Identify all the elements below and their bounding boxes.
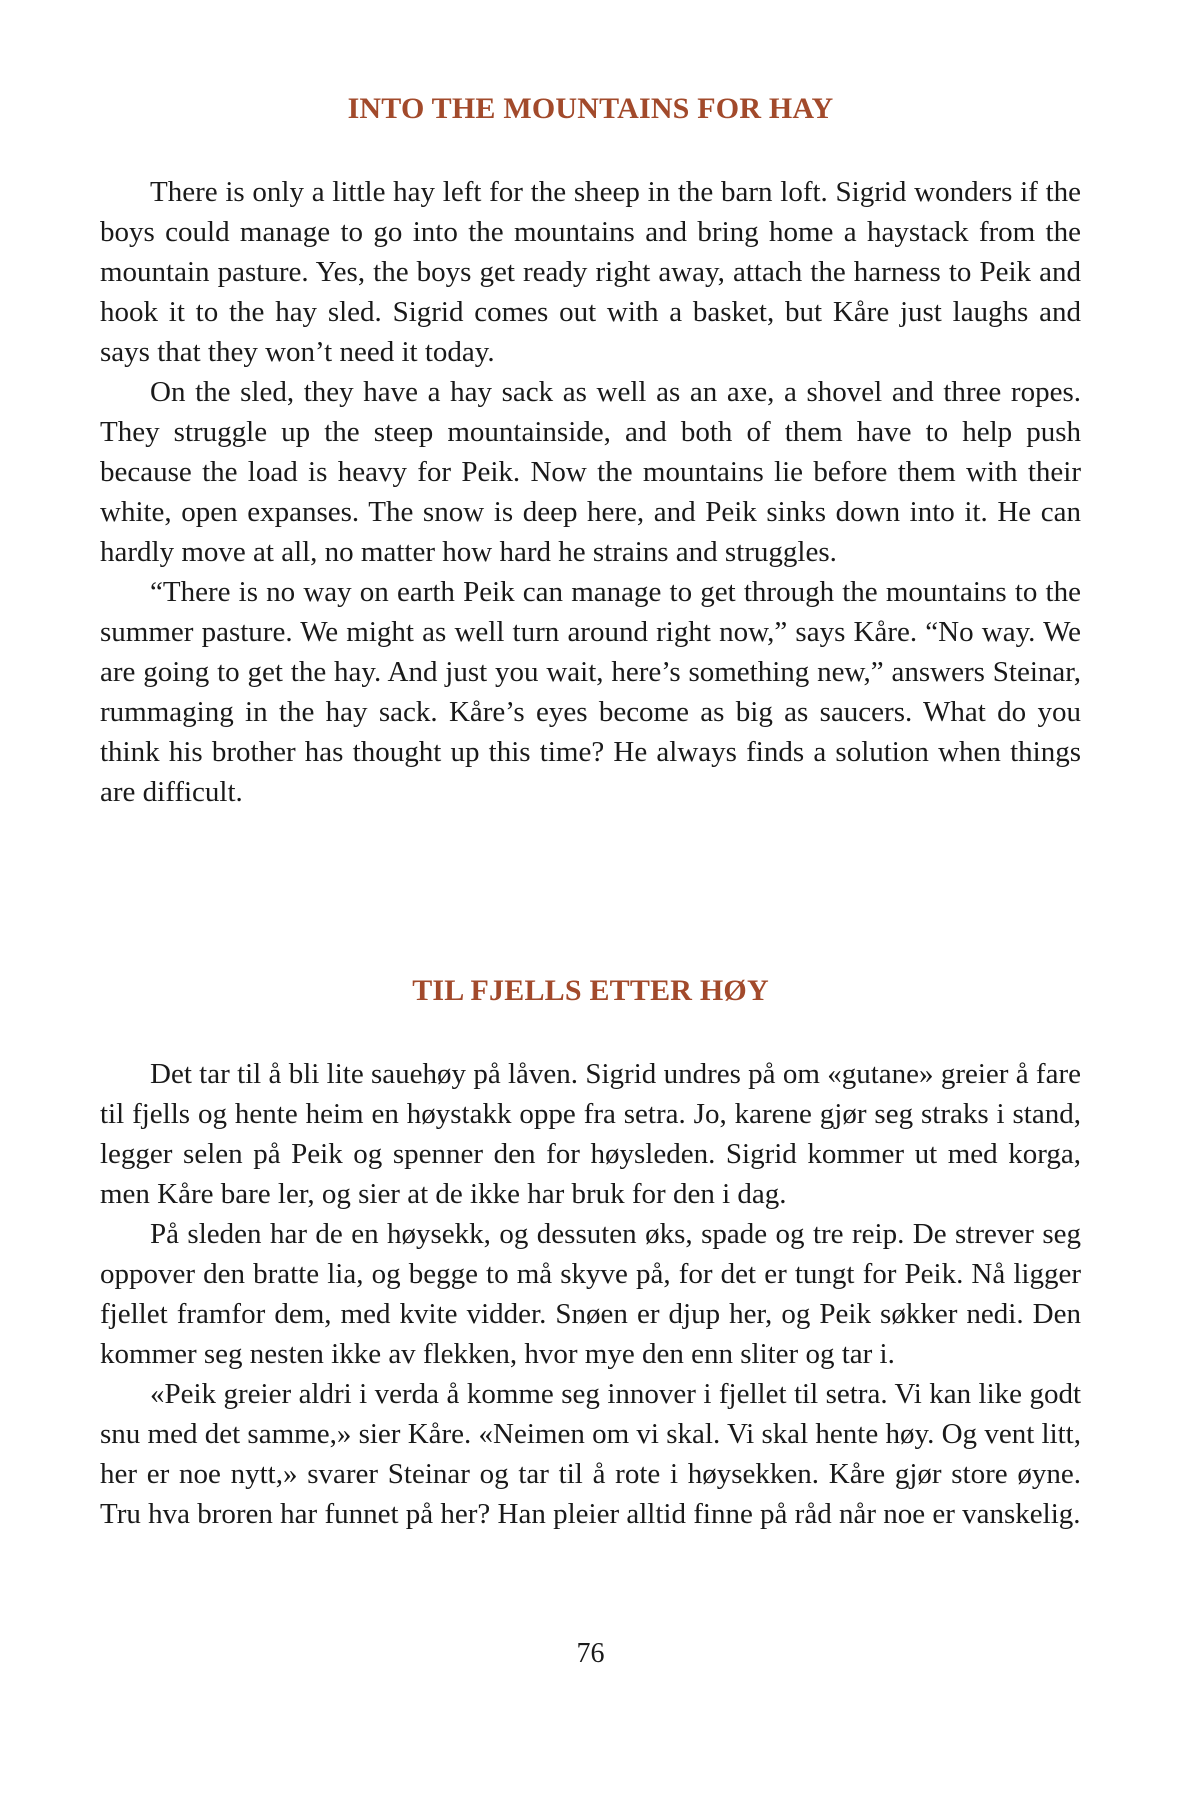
book-page xyxy=(100,0,1081,1800)
norwegian-section-title: TIL FJELLS ETTER HØY xyxy=(412,974,769,1007)
norwegian-paragraph-2: På sleden har de en høysekk, og dessuten øks, spade og tre reip. De strever seg oppover den bratte lia, og begge to må skyve på, for det er tungt for Peik. Nå ligger fjellet framfor dem, med kvite vidder. Snøen er djup her, og Peik søkker nedi. Den kommer seg nesten ikke av flekken, hvor mye den enn sliter og tar i. xyxy=(100,1218,1081,1370)
norwegian-paragraph-3: «Peik greier aldri i verda å komme seg innover i fjellet til setra. Vi kan like godt snu med det samme,» sier Kåre. «Neimen om vi skal. Vi skal hente høy. Og vent litt, her er noe nytt,» svarer Steinar og tar til å rote i høysekken. Kåre gjør store øyne. Tru hva broren har funnet på her? Han pleier alltid finne på råd når noe er vanskelig. xyxy=(100,1378,1081,1530)
norwegian-story-text xyxy=(100,1054,1081,1534)
english-paragraph-1: There is only a little hay left for the sheep in the barn loft. Sigrid wonders if the boys could manage to go into the mountains and bring home a haystack from the mountain pasture. Yes, the boys get ready right away, attach the harness to Peik and hook it to the hay sled. Sigrid comes out with a basket, but Kåre just laughs and says that they won’t need it today. xyxy=(100,176,1081,368)
english-paragraph-3: “There is no way on earth Peik can manage to get through the mountains to the summer pasture. We might as well turn around right now,” says Kåre. “No way. We are going to get the hay. And just you wait, here’s something new,” answers Steinar, rummaging in the hay sack. Kåre’s eyes become as big as saucers. What do you think his brother has thought up this time? He always finds a solution when things are difficult. xyxy=(100,576,1081,808)
english-paragraph-2: On the sled, they have a hay sack as well as an axe, a shovel and three ropes. They struggle up the steep mountainside, and both of them have to help push because the load is heavy for Peik. Now the mountains lie before them with their white, open expanses. The snow is deep here, and Peik sinks down into it. He can hardly move at all, no matter how hard he strains and struggles. xyxy=(100,376,1081,568)
english-section-title: INTO THE MOUNTAINS FOR HAY xyxy=(347,92,834,125)
page-number: 76 xyxy=(576,1638,605,1669)
english-story-text xyxy=(100,172,1081,812)
norwegian-paragraph-1: Det tar til å bli lite sauehøy på låven. Sigrid undres på om «gutane» greier å fare til fjells og hente heim en høystakk oppe fra setra. Jo, karene gjør seg straks i stand, legger selen på Peik og spenner den for høysleden. Sigrid kommer ut med korga, men Kåre bare ler, og sier at de ikke har bruk for den i dag. xyxy=(100,1058,1081,1210)
